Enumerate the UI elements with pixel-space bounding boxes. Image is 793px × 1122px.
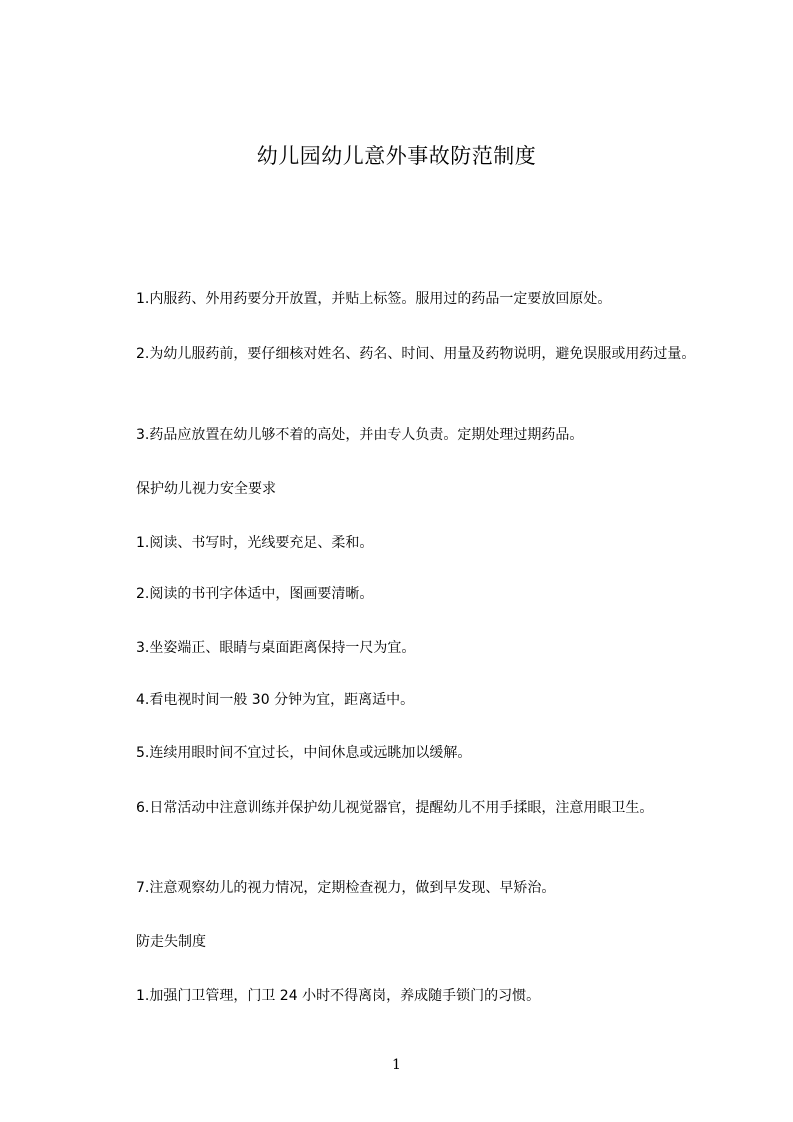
paragraph-medicine-1: 1.内服药、外用药要分开放置，并贴上标签。服用过的药品一定要放回原处。 [136, 291, 612, 307]
document-title: 幼儿园幼儿意外事故防范制度 [256, 144, 537, 168]
page-number: 1 [392, 1057, 401, 1073]
paragraph-vision-7: 7.注意观察幼儿的视力情况，定期检查视力，做到早发现、早矫治。 [136, 880, 556, 896]
paragraph-medicine-2: 2.为幼儿服药前，要仔细核对姓名、药名、时间、用量及药物说明，避免误服或用药过量。 [136, 346, 696, 362]
section-heading-anti-lost: 防走失制度 [136, 934, 206, 950]
paragraph-vision-4: 4.看电视时间一般 30 分钟为宜，距离适中。 [136, 692, 415, 708]
paragraph-vision-5: 5.连续用眼时间不宜过长，中间休息或远眺加以缓解。 [136, 745, 472, 761]
paragraph-vision-3: 3.坐姿端正、眼睛与桌面距离保持一尺为宜。 [136, 640, 416, 656]
paragraph-vision-2: 2.阅读的书刊字体适中，图画要清晰。 [136, 586, 374, 602]
paragraph-vision-1: 1.阅读、书写时，光线要充足、柔和。 [136, 535, 374, 551]
paragraph-medicine-3: 3.药品应放置在幼儿够不着的高处，并由专人负责。定期处理过期药品。 [136, 427, 584, 443]
section-heading-vision: 保护幼儿视力安全要求 [136, 481, 276, 497]
paragraph-vision-6: 6.日常活动中注意训练并保护幼儿视觉器官，提醒幼儿不用手揉眼，注意用眼卫生。 [136, 800, 654, 816]
paragraph-anti-lost-1: 1.加强门卫管理，门卫 24 小时不得离岗，养成随手锁门的习惯。 [136, 988, 541, 1004]
